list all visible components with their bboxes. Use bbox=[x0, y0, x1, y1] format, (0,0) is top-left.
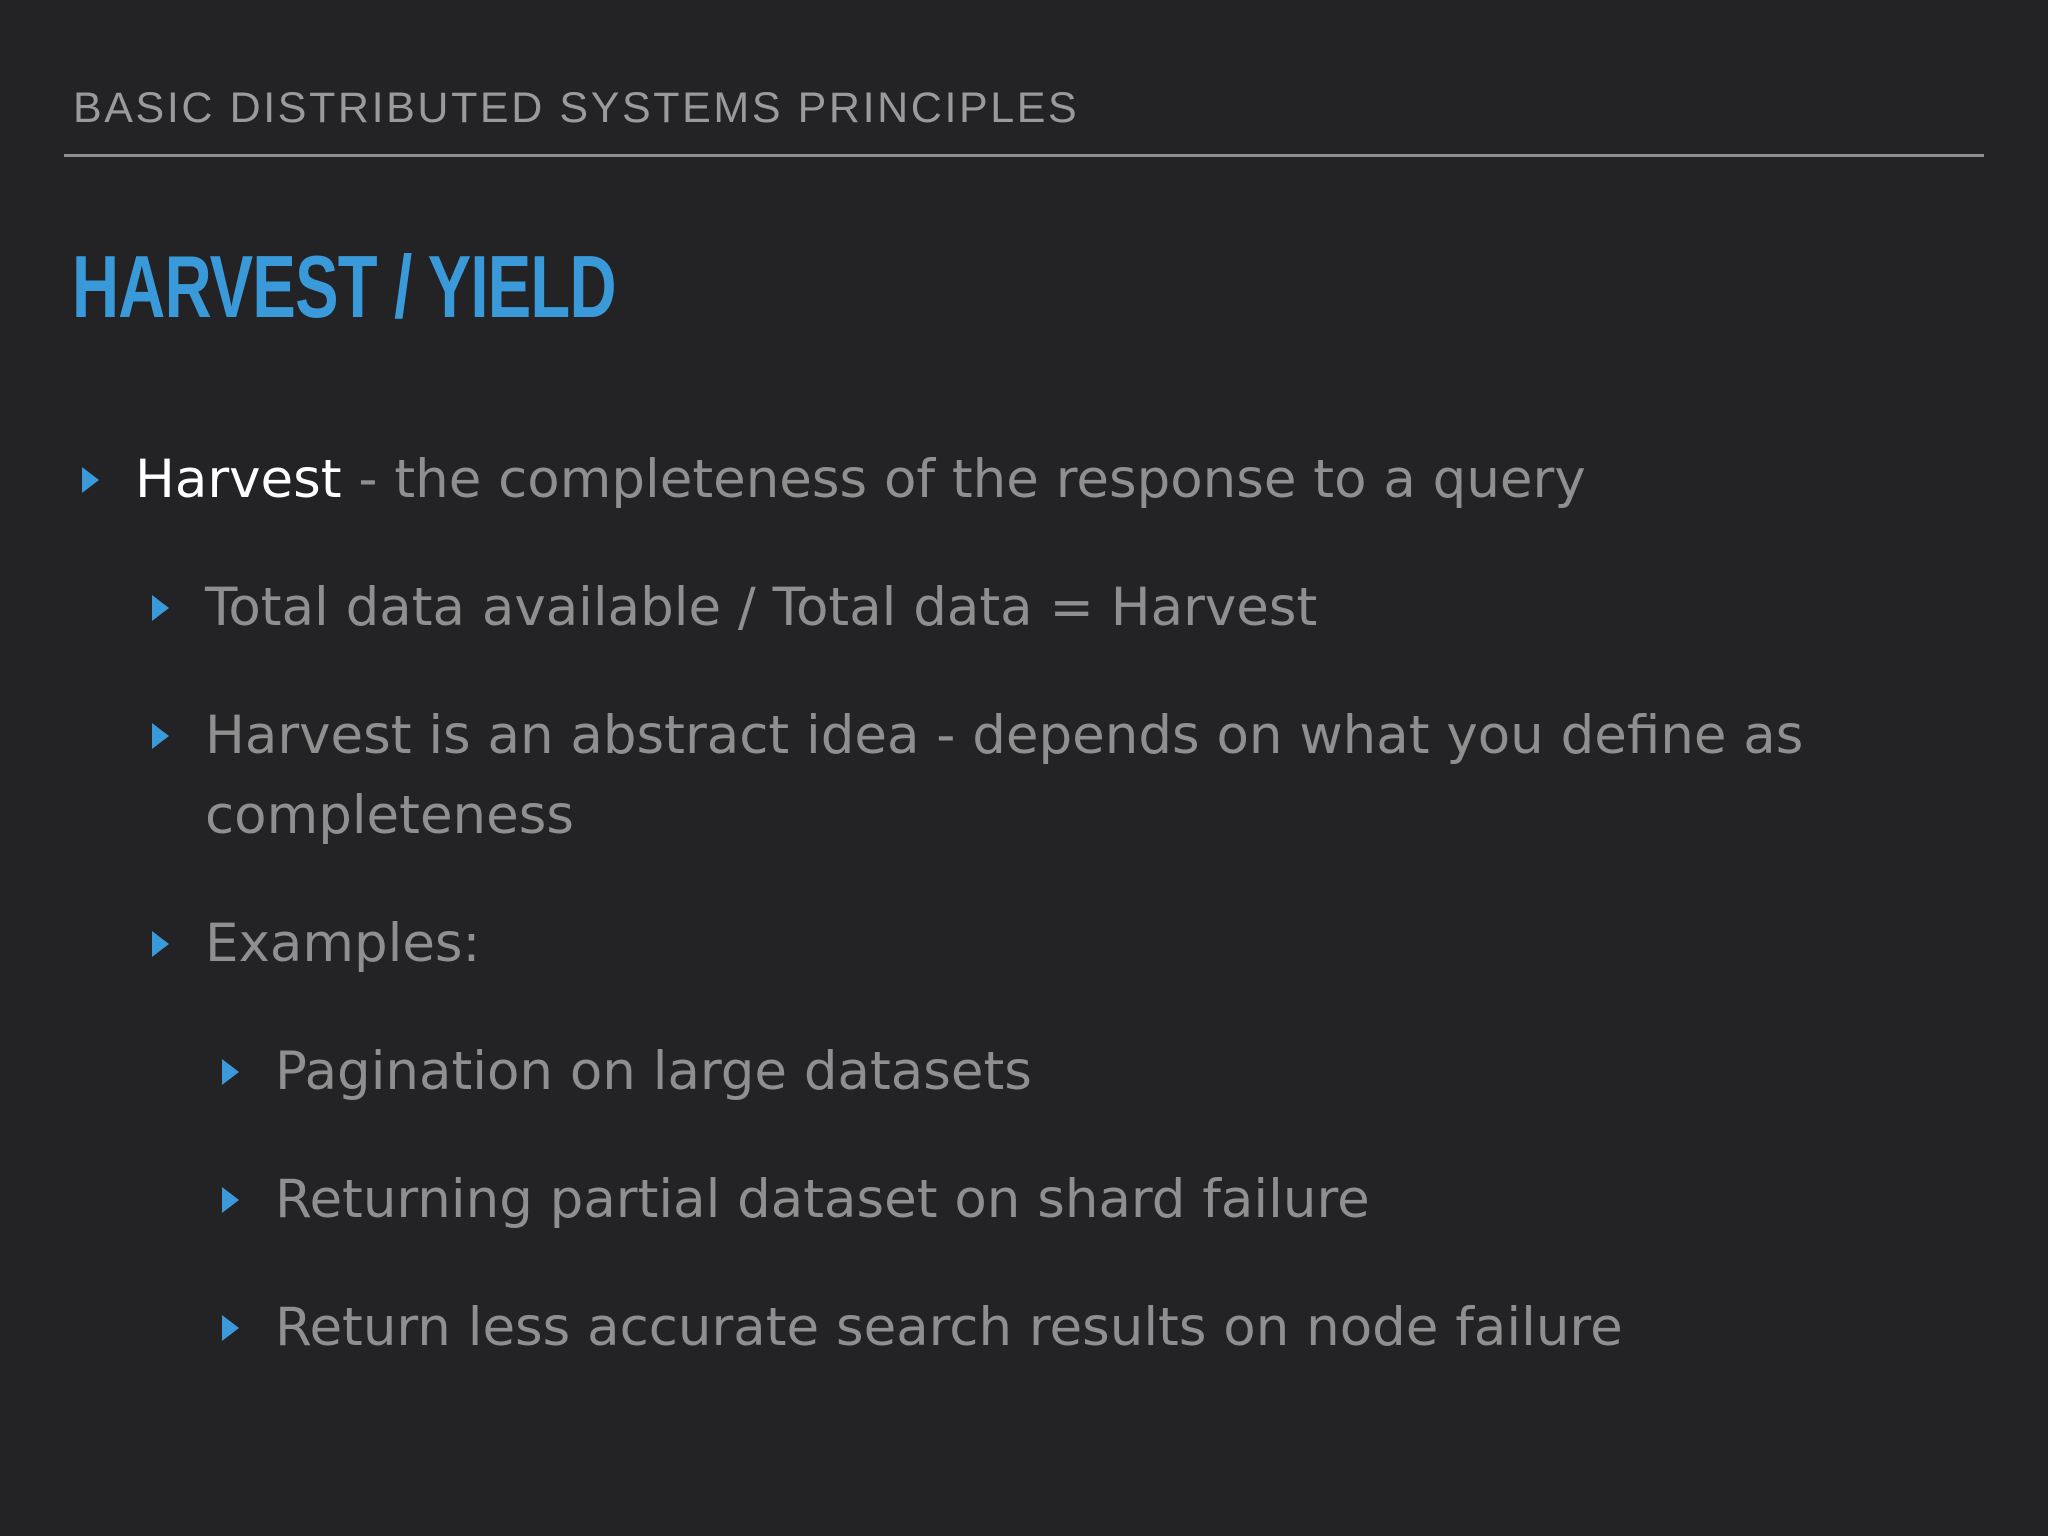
bullet-arrow-icon bbox=[152, 931, 169, 957]
bullet-arrow-icon bbox=[152, 723, 169, 749]
bullet-abstract-idea bbox=[152, 696, 1865, 856]
bullet-total-data bbox=[152, 568, 1317, 648]
bullet-term: Harvest bbox=[135, 449, 342, 510]
bullet-harvest bbox=[82, 440, 1586, 520]
header-divider bbox=[64, 154, 1984, 157]
bullet-arrow-icon bbox=[222, 1315, 239, 1341]
bullet-partial-dataset bbox=[222, 1160, 1370, 1240]
bullet-text: Total data available / Total data = Harvest bbox=[205, 577, 1318, 638]
bullet-arrow-icon bbox=[82, 467, 99, 493]
bullet-arrow-icon bbox=[222, 1187, 239, 1213]
bullet-arrow-icon bbox=[222, 1059, 239, 1085]
bullet-text: Examples: bbox=[205, 913, 481, 974]
bullet-pagination bbox=[222, 1032, 1032, 1112]
slide-title: HARVEST / YIELD bbox=[72, 237, 616, 336]
bullet-arrow-icon bbox=[152, 595, 169, 621]
section-header: BASIC DISTRIBUTED SYSTEMS PRINCIPLES bbox=[73, 84, 1080, 132]
bullet-text: Pagination on large datasets bbox=[275, 1041, 1032, 1102]
bullet-definition: - the completeness of the response to a query bbox=[341, 449, 1586, 510]
bullet-examples bbox=[152, 904, 480, 984]
bullet-text bbox=[135, 440, 1586, 520]
bullet-text: Return less accurate search results on node failure bbox=[275, 1297, 1623, 1358]
bullet-text: Returning partial dataset on shard failure bbox=[275, 1169, 1370, 1230]
bullet-less-accurate bbox=[222, 1288, 1623, 1368]
bullet-text: Harvest is an abstract idea - depends on what you define as completeness bbox=[205, 705, 1804, 846]
